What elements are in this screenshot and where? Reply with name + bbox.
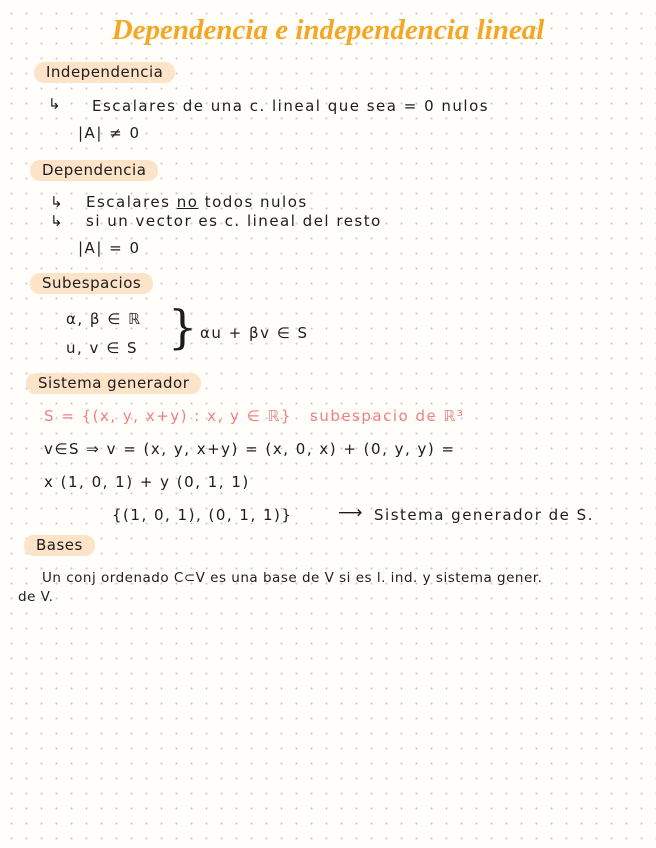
set-definition: S = {(x, y, x+y) : x, y ∈ ℝ}: [44, 407, 292, 425]
equation-line-3: {(1, 0, 1), (0, 1, 1)}: [112, 506, 293, 524]
subespacios-cond2: u, v ∈ S: [66, 339, 139, 357]
heading-subespacios: Subespacios: [30, 273, 153, 294]
dependencia-arrow-icon-2: ↳: [50, 212, 65, 230]
generator-label: Sistema generador de S.: [374, 506, 594, 524]
dependencia-arrow-icon-1: ↳: [50, 193, 65, 211]
dependencia-line1: Escalares no todos nulos: [86, 193, 308, 211]
heading-dependencia: Dependencia: [30, 160, 158, 181]
dependencia-det: |A| = 0: [78, 239, 141, 257]
independencia-arrow-icon: ↳: [48, 95, 63, 113]
set-label: subespacio de ℝ³: [310, 407, 465, 425]
equation-line-1: v∈S ⇒ v = (x, y, x+y) = (x, 0, x) + (0, y, y) =: [44, 440, 456, 458]
heading-independencia: Independencia: [34, 62, 175, 83]
heading-sistema-generador: Sistema generador: [26, 373, 201, 394]
subespacios-result: αu + βv ∈ S: [200, 324, 309, 342]
right-arrow-icon: ⟶: [338, 503, 363, 523]
bases-line1: Un conj ordenado C⊂V es una base de V si es l. ind. y sistema gener.: [42, 570, 543, 586]
heading-bases: Bases: [24, 535, 95, 556]
equation-line-2: x (1, 0, 1) + y (0, 1, 1): [44, 473, 250, 491]
subespacios-cond1: α, β ∈ ℝ: [66, 310, 142, 328]
dependencia-line2: si un vector es c. lineal del resto: [86, 212, 382, 230]
independencia-det: |A| ≠ 0: [78, 124, 141, 142]
bases-line2: de V.: [18, 589, 54, 605]
independencia-line1: Escalares de una c. lineal que sea = 0 nulos: [92, 97, 490, 115]
right-brace-icon: }: [168, 300, 198, 354]
page-title: Dependencia e independencia lineal: [111, 14, 545, 46]
